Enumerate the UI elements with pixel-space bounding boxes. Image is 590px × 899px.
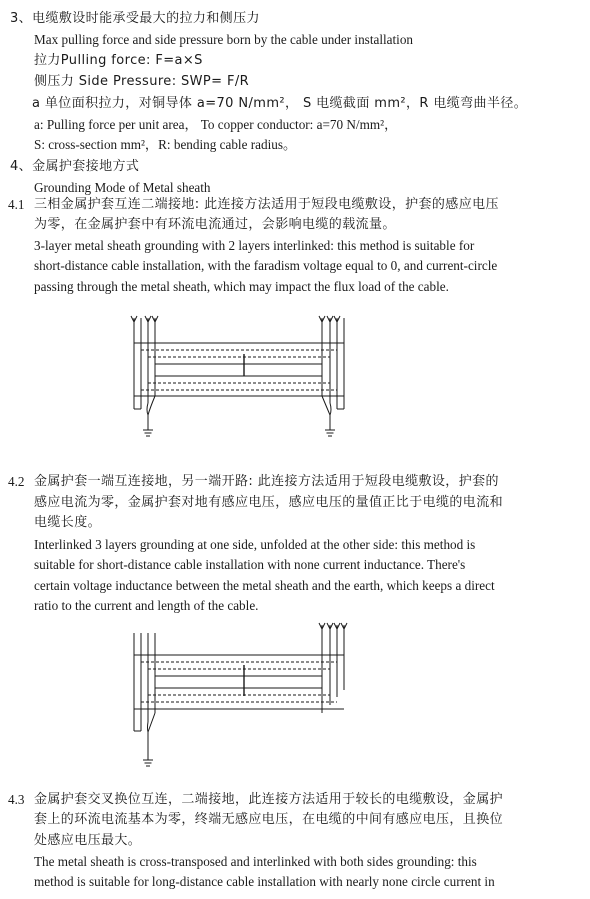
subsection-4-2-en-4: ratio to the current and length of the cable. (34, 598, 259, 613)
subsection-4-1-en-2: short-distance cable installation, with the faradism voltage equal to 0, and current-circle (34, 258, 498, 273)
section-3-title-en: Max pulling force and side pressure born by the cable under installation (34, 32, 414, 47)
diagram-one-end-grounded (0, 616, 590, 778)
section-3-number: 3、 (10, 11, 33, 26)
subsection-4-2-zh-3: 电缆长度。 (34, 515, 102, 530)
section-3-heading (10, 11, 260, 27)
subsection-4-3-en-2: method is suitable for long-distance cable installation with nearly none circle current in (34, 874, 495, 889)
subsection-4-1-en-3: passing through the metal sheath, which may impact the flux load of the cable. (34, 279, 449, 294)
subsection-4-1-zh-1: 三相金属护套互连二端接地: 此连接方法适用于短段电缆敷设，护套的感应电压 (34, 197, 499, 212)
subsection-4-2-zh-2: 感应电流为零，金属护套对地有感应电压，感应电压的量值正比于电缆的电流和 (34, 495, 504, 510)
subsection-4-1-number: 4.1 (8, 197, 25, 212)
section-4-title-en: Grounding Mode of Metal sheath (34, 180, 211, 195)
subsection-4-3-number: 4.3 (8, 792, 25, 807)
section-4-heading (10, 159, 139, 175)
diagram-both-ends-grounded (0, 296, 590, 446)
subsection-4-2-zh-1: 金属护套一端互连接地，另一端开路: 此连接方法适用于短段电缆敷设，护套的 (34, 474, 499, 489)
subsection-4-3-en-1: The metal sheath is cross-transposed and interlinked with both sides grounding: this (34, 854, 477, 869)
subsection-4-3-zh-3: 处感应电压最大。 (34, 833, 142, 848)
pulling-force-formula: 拉力Pulling force: F=a×S (34, 53, 203, 68)
subsection-4-2-number: 4.2 (8, 474, 25, 489)
subsection-4-1-en-1: 3-layer metal sheath grounding with 2 layers interlinked: this method is suitable for (34, 238, 475, 253)
subsection-4-3-zh-1: 金属护套交叉换位互连，二端接地，此连接方法适用于较长的电缆敷设，金属护 (34, 792, 504, 807)
formula-explanation-en-1: a: Pulling force per unit area， To copper conductor: a=70 N/mm²， (34, 117, 398, 132)
section-4-number: 4、 (10, 159, 33, 174)
subsection-4-2-en-2: suitable for short-distance cable installation with none current inductance. There's (34, 557, 466, 572)
formula-explanation-en-2: S: cross-section mm²，R: bending cable radius。 (34, 137, 297, 152)
side-pressure-formula: 侧压力 Side Pressure: SWP= F/R (34, 74, 250, 89)
subsection-4-1-zh-2: 为零，在金属护套中有环流电流通过，会影响电缆的载流量。 (34, 217, 396, 232)
subsection-4-2-en-3: certain voltage inductance between the metal sheath and the earth, which keeps a direct (34, 578, 495, 593)
subsection-4-2-en-1: Interlinked 3 layers grounding at one side, unfolded at the other side: this method is (34, 537, 476, 552)
section-4-title-zh: 金属护套接地方式 (32, 159, 140, 174)
subsection-4-3-zh-2: 套上的环流电流基本为零，终端无感应电压，在电缆的中间有感应电压，且换位 (34, 812, 504, 827)
formula-explanation-zh: a 单位面积拉力，对铜导体 a=70 N/mm²， S 电缆截面 mm²，R 电缆弯曲半径。 (32, 96, 528, 111)
section-3-title-zh: 电缆敷设时能承受最大的拉力和侧压力 (32, 11, 260, 26)
